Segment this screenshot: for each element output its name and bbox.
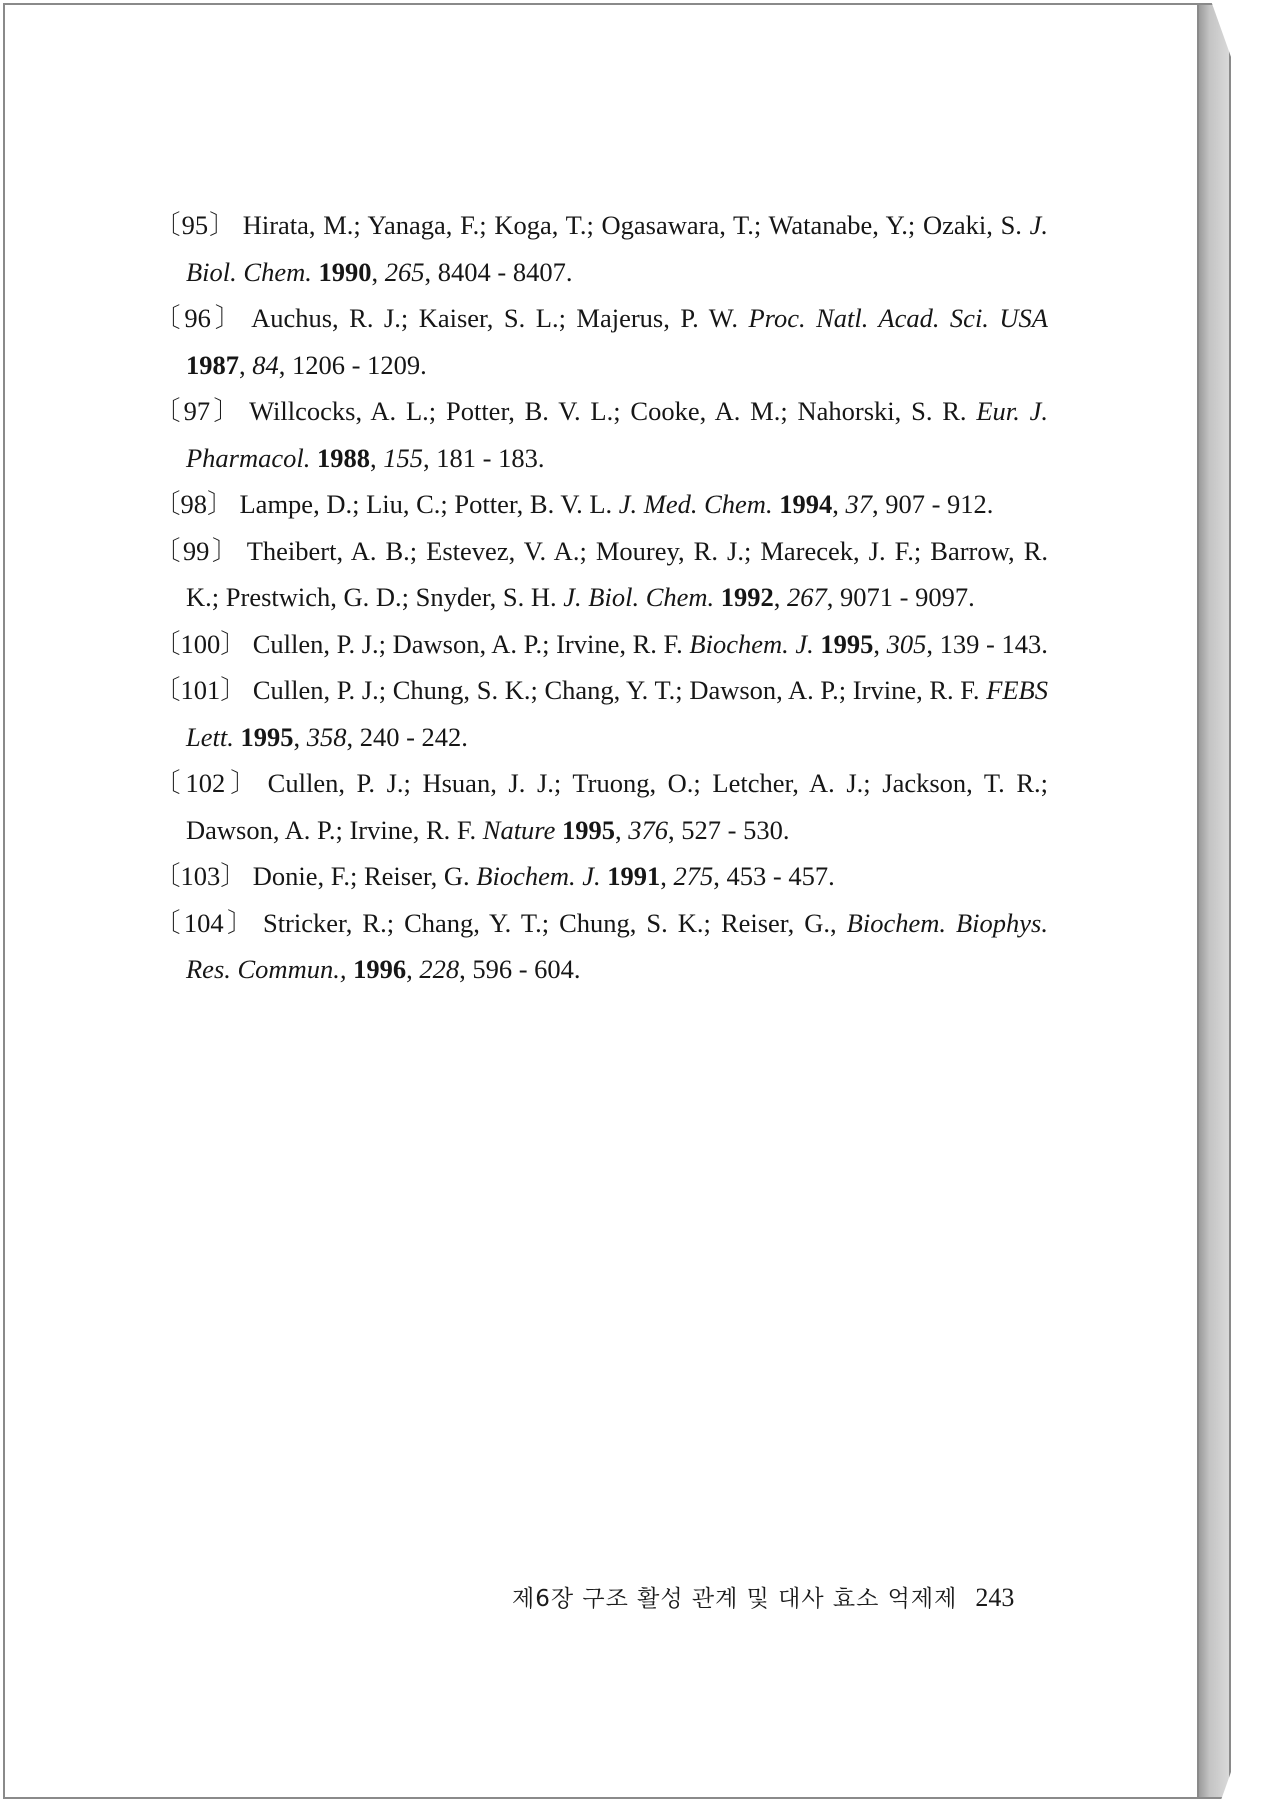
reference-authors: Donie, F.; Reiser, G. <box>252 861 477 891</box>
reference-number: 〔96〕 <box>154 303 246 333</box>
reference-pages: 240 - 242. <box>359 721 468 752</box>
reference-volume: 155 <box>383 442 424 473</box>
reference-item-99: 〔99〕 Theibert, A. B.; Estevez, V. A.; Mourey, R. J.; Marecek, J. F.; Barrow, R. K.; Prestwich, G. D.; Snyder, S. H. J. Biol. Chem. 1992, 267, 9071 - 9097. <box>154 535 1049 612</box>
reference-journal: Biochem. Biophys. Res. Commun., <box>186 907 1048 984</box>
reference-item-100: 〔100〕 Cullen, P. J.; Dawson, A. P.; Irvine, R. F. Biochem. J. 1995, 305, 139 - 143. <box>154 628 1048 659</box>
reference-item-103: 〔103〕 Donie, F.; Reiser, G. Biochem. J. 1991, 275, 453 - 457. <box>154 861 835 891</box>
reference-item-101: 〔101〕 Cullen, P. J.; Chung, S. K.; Chang, Y. T.; Dawson, A. P.; Irvine, R. F. FEBS Lett. 1995, 358, 240 - 242. <box>154 675 1048 752</box>
reference-year: 1988 <box>317 442 371 473</box>
reference-volume: 84 <box>252 349 279 380</box>
reference-number: 〔100〕 <box>154 628 247 659</box>
reference-item-102: 〔102〕 Cullen, P. J.; Hsuan, J. J.; Truong, O.; Letcher, A. J.; Jackson, T. R.; Dawson, A. P.; Irvine, R. F. Nature 1995, 376, 527 - 530. <box>154 768 1048 845</box>
reference-year: 1995 <box>240 721 294 752</box>
reference-list <box>154 202 1048 993</box>
reference-year: 1987 <box>186 349 239 380</box>
reference-authors: Hirata, M.; Yanaga, F.; Koga, T.; Ogasawara, T.; Watanabe, Y.; Ozaki, S. <box>242 210 1030 240</box>
reference-volume: 358 <box>306 721 347 752</box>
reference-number: 〔102〕 <box>154 768 262 798</box>
reference-authors: Willcocks, A. L.; Potter, B. V. L.; Cooke, A. M.; Nahorski, S. R. <box>249 396 977 426</box>
reference-number: 〔95〕 <box>154 210 237 240</box>
reference-authors: Lampe, D.; Liu, C.; Potter, B. V. L. <box>239 489 619 519</box>
reference-journal: FEBS Lett. <box>186 675 1048 752</box>
reference-item-104: 〔104〕 Stricker, R.; Chang, Y. T.; Chung, S. K.; Reiser, G., Biochem. Biophys. Res. Commun., 1996, 228, 596 - 604. <box>154 907 1048 984</box>
reference-year: 1995 <box>562 814 616 845</box>
reference-number: 〔99〕 <box>154 535 241 566</box>
reference-year: 1994 <box>779 489 833 519</box>
reference-number: 〔97〕 <box>154 396 244 426</box>
reference-item-95: 〔95〕 Hirata, M.; Yanaga, F.; Koga, T.; Ogasawara, T.; Watanabe, Y.; Ozaki, S. J. Biol. Chem. 1990, 265, 8404 - 8407. <box>154 210 1049 287</box>
reference-authors: Cullen, P. J.; Dawson, A. P.; Irvine, R. F. <box>252 628 690 659</box>
reference-pages: 596 - 604. <box>472 954 581 984</box>
reference-pages: 139 - 143. <box>939 628 1048 659</box>
reference-journal: J. Med. Chem. <box>618 489 773 519</box>
reference-volume: 305 <box>886 628 927 659</box>
reference-pages: 9071 - 9097. <box>840 582 975 612</box>
reference-journal: Nature <box>482 814 556 845</box>
reference-volume: 267 <box>787 582 827 612</box>
page-stack-edge <box>1199 3 1231 1799</box>
reference-pages: 8404 - 8407. <box>437 256 573 287</box>
page-number: 243 <box>975 1583 1015 1612</box>
reference-year: 1992 <box>720 582 774 612</box>
reference-item-96: 〔96〕 Auchus, R. J.; Kaiser, S. L.; Majerus, P. W. Proc. Natl. Acad. Sci. USA 1987, 84, 1206 - 1209. <box>154 303 1048 380</box>
reference-volume: 376 <box>628 814 669 845</box>
reference-pages: 907 - 912. <box>885 489 994 519</box>
reference-pages: 181 - 183. <box>436 442 545 473</box>
page-footer <box>512 1578 1022 1618</box>
reference-volume: 265 <box>384 256 425 287</box>
reference-year: 1990 <box>318 256 372 287</box>
reference-journal: Biochem. J. <box>689 628 814 659</box>
reference-volume: 228 <box>419 954 460 984</box>
reference-year: 1995 <box>820 628 874 659</box>
reference-number: 〔101〕 <box>154 675 247 705</box>
reference-journal: J. Biol. Chem. <box>186 210 1049 287</box>
reference-volume: 275 <box>673 861 714 891</box>
reference-journal: Eur. J. Pharmacol. <box>186 396 1049 473</box>
reference-authors: Cullen, P. J.; Chung, S. K.; Chang, Y. T.; Dawson, A. P.; Irvine, R. F. <box>252 675 987 705</box>
reference-pages: 527 - 530. <box>681 814 790 845</box>
reference-authors: Theibert, A. B.; Estevez, V. A.; Mourey, R. J.; Marecek, J. F.; Barrow, R. K.; Prestwich, G. D.; Snyder, S. H. <box>186 535 1049 612</box>
reference-number: 〔104〕 <box>154 907 257 938</box>
reference-number: 〔98〕 <box>154 489 234 519</box>
reference-journal: J. Biol. Chem. <box>563 582 715 612</box>
reference-pages: 453 - 457. <box>726 861 835 891</box>
reference-number: 〔103〕 <box>154 861 247 891</box>
reference-volume: 37 <box>845 489 872 519</box>
reference-authors: Cullen, P. J.; Hsuan, J. J.; Truong, O.; Letcher, A. J.; Jackson, T. R.; Dawson, A. P.; Irvine, R. F. <box>186 768 1048 845</box>
reference-year: 1996 <box>353 954 407 984</box>
reference-journal: Proc. Natl. Acad. Sci. USA <box>748 303 1048 333</box>
reference-year: 1991 <box>607 861 661 891</box>
reference-authors: Stricker, R.; Chang, Y. T.; Chung, S. K.; Reiser, G., <box>262 907 847 938</box>
chapter-title: 제6장 구조 활성 관계 및 대사 효소 억제제 <box>512 1586 958 1612</box>
reference-pages: 1206 - 1209. <box>292 349 427 380</box>
reference-item-98: 〔98〕 Lampe, D.; Liu, C.; Potter, B. V. L. J. Med. Chem. 1994, 37, 907 - 912. <box>154 489 994 519</box>
reference-journal: Biochem. J. <box>476 861 601 891</box>
reference-item-97: 〔97〕 Willcocks, A. L.; Potter, B. V. L.; Cooke, A. M.; Nahorski, S. R. Eur. J. Pharmacol. 1988, 155, 181 - 183. <box>154 396 1049 473</box>
reference-authors: Auchus, R. J.; Kaiser, S. L.; Majerus, P. W. <box>251 303 749 333</box>
